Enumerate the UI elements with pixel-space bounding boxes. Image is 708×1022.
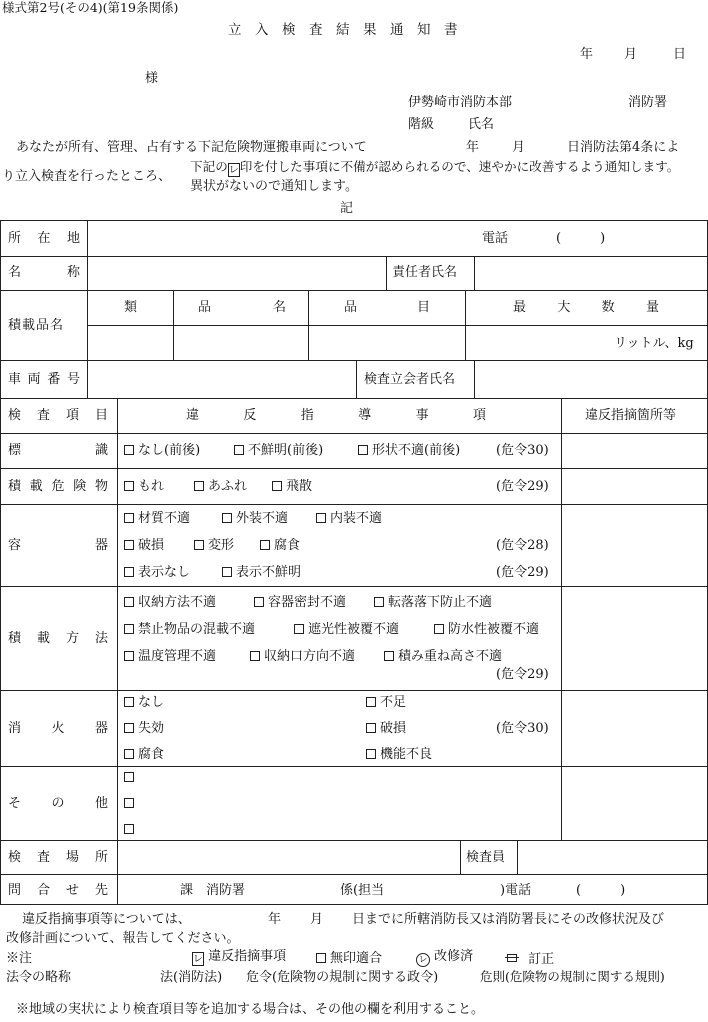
sign-reference: (危令30) (496, 443, 549, 458)
checkbox-icon (316, 513, 326, 523)
checkbox-icon (260, 540, 270, 550)
other-checkbox-1[interactable] (124, 771, 138, 784)
loading-checkbox-stack-height[interactable]: 積み重ね高さ不適 (384, 650, 502, 663)
report-request-text-2: 日までに所轄消防長又は消防署長にその改修状況及び (352, 912, 665, 927)
checkbox-icon (124, 723, 134, 733)
checkbox-icon (366, 749, 376, 759)
cargo-label: 積載品名 (8, 318, 65, 333)
sender-organization: 伊勢崎市消防本部 (408, 95, 513, 110)
checkbox-icon (254, 597, 264, 607)
report-month: 月 (310, 912, 324, 927)
other-checkbox-3[interactable] (124, 823, 138, 836)
form-number: 様式第2号(その4)(第19条関係) (2, 0, 179, 15)
checkbox-icon (434, 624, 444, 634)
checkbox-icon (124, 697, 134, 707)
location-label: 所 在 地 (8, 231, 80, 246)
contact-station: 消防署 (206, 883, 246, 898)
vehicle-number-label: 車 両 番 号 (8, 372, 80, 387)
container-checkbox-deform[interactable]: 変形 (194, 539, 234, 552)
cargo-checkbox-leak[interactable]: もれ (124, 480, 164, 493)
intro-year: 年 (466, 140, 480, 155)
report-request-text: 違反指摘事項等については、 (22, 912, 191, 927)
violation-header: 違 反 指 導 事 項 (186, 408, 486, 423)
report-request-text-3: 改修計画について、報告してください。 (6, 931, 240, 946)
date-month-label: 月 (624, 47, 638, 62)
abbreviation-rule: 危則(危険物の規制に関する規則) (480, 969, 665, 984)
container-checkbox-material[interactable]: 材質不適 (124, 512, 190, 525)
cargo-product-header: 品 名 (198, 300, 286, 315)
checkbox-icon (366, 697, 376, 707)
checkbox-icon (124, 772, 134, 782)
container-reference-28: (危令28) (496, 538, 549, 553)
loading-checkbox-direction[interactable]: 収納口方向不適 (250, 650, 355, 663)
checkbox-icon (194, 481, 204, 491)
loading-reference: (危令29) (496, 667, 549, 682)
vehicle-number-field[interactable] (93, 366, 351, 392)
ki-label: 記 (340, 201, 354, 216)
contact-label: 問 合 せ 先 (8, 883, 108, 898)
inspection-place-label: 検 査 場 所 (8, 850, 108, 865)
name-row-label: 名 称 (8, 265, 80, 280)
legend-corrected: 訂正 (506, 952, 554, 966)
container-reference-29: (危令29) (496, 565, 549, 580)
intro-option-no-issue: 異状がないので通知します。 (190, 179, 358, 194)
phone-label: 電話 (482, 231, 509, 246)
check-mark-icon: レ (193, 954, 203, 965)
violation-location-header: 違反指摘箇所等 (585, 408, 677, 423)
extinguisher-checkbox-malfunction[interactable]: 機能不良 (366, 748, 432, 761)
sign-checkbox-none[interactable]: なし(前後) (124, 444, 200, 457)
contact-section: 課 (180, 883, 194, 898)
rank-label: 階級 (408, 117, 435, 132)
loading-checkbox-fall[interactable]: 転落落下防止不適 (374, 596, 492, 609)
sign-checkbox-unclear[interactable]: 不鮮明(前後) (234, 444, 323, 457)
responsible-person-field[interactable] (480, 261, 702, 285)
loading-checkbox-temperature[interactable]: 温度管理不適 (124, 650, 216, 663)
intro-month: 月 (512, 140, 526, 155)
cargo-hazard-row-label: 積 載 危 険 物 (8, 479, 108, 494)
cargo-checkbox-scatter[interactable]: 飛散 (272, 480, 312, 493)
checkbox-icon (358, 445, 368, 455)
intro-line2: り立入検査を行ったところ、 (2, 169, 172, 184)
extinguisher-row-label: 消 火 器 (8, 721, 108, 736)
check-mark-icon: レ (228, 165, 239, 176)
checkbox-icon (124, 597, 134, 607)
checkbox-icon (316, 953, 326, 963)
circled-check-icon: レ (416, 953, 430, 967)
checkbox-icon (124, 540, 134, 550)
facility-name-field[interactable] (93, 261, 381, 285)
container-checkbox-corrosion[interactable]: 腐食 (260, 539, 300, 552)
date-day-label: 日 (673, 47, 687, 62)
contact-phone-label: )電話 (500, 883, 532, 898)
checkbox-icon (124, 624, 134, 634)
loading-checkbox-storage[interactable]: 収納方法不適 (124, 596, 216, 609)
checkbox-icon (124, 749, 134, 759)
checkbox-icon (124, 567, 134, 577)
other-row-label: そ の 他 (8, 796, 108, 811)
name-label: 氏名 (468, 117, 495, 132)
legend-repaired: レ 改修済 (416, 950, 473, 967)
loading-checkbox-shade[interactable]: 遮光性被覆不適 (294, 623, 399, 636)
extinguisher-checkbox-none[interactable]: なし (124, 696, 164, 709)
cargo-item-header: 品 目 (344, 300, 430, 315)
document-title: 立 入 検 査 結 果 通 知 書 (228, 22, 458, 38)
extinguisher-checkbox-damage[interactable]: 破損 (366, 722, 406, 735)
intro-option-deficiency (190, 161, 679, 177)
checkbox-icon (124, 445, 134, 455)
checkbox-icon (124, 824, 134, 834)
container-checkbox-unclear-label[interactable]: 表示不鮮明 (222, 566, 301, 579)
option-post-text: 印を付した事項に不備が認められるので、速やかに改善するよう通知します。 (239, 159, 680, 174)
checkbox-icon (384, 651, 394, 661)
container-row-label: 容 器 (8, 538, 108, 553)
cargo-hazard-reference: (危令29) (496, 479, 549, 494)
note-label: ※注 (6, 951, 33, 966)
loading-checkbox-mixed[interactable]: 禁止物品の混載不適 (124, 623, 255, 636)
sender-station-label: 消防署 (628, 95, 668, 110)
container-checkbox-damage[interactable]: 破損 (124, 539, 164, 552)
option-pre-text: 下記の (190, 159, 228, 174)
checkbox-icon (124, 481, 134, 491)
strikethrough-box-icon (506, 952, 518, 964)
checkbox-icon (124, 513, 134, 523)
checkbox-icon (250, 651, 260, 661)
legend-unmarked: 無印適合 (316, 952, 382, 965)
abbreviation-law: 法(消防法) (160, 970, 223, 985)
checkbox-icon (294, 624, 304, 634)
checkbox-icon (124, 651, 134, 661)
container-checkbox-exterior[interactable]: 外装不適 (222, 512, 288, 525)
extinguisher-checkbox-shortage[interactable]: 不足 (366, 696, 406, 709)
extinguisher-checkbox-corrosion[interactable]: 腐食 (124, 748, 164, 761)
witness-field[interactable] (480, 366, 702, 392)
phone-field[interactable]: ( ) (556, 231, 606, 246)
cargo-kind-header: 類 (124, 300, 138, 315)
checkbox-icon (222, 567, 232, 577)
inspector-field[interactable] (522, 845, 702, 869)
loading-checkbox-seal[interactable]: 容器密封不適 (254, 596, 346, 609)
sign-checkbox-shape[interactable]: 形状不適(前後) (358, 444, 460, 457)
quantity-unit: リットル、kg (614, 336, 694, 351)
sign-row-label: 標 識 (8, 443, 108, 458)
addressee-suffix: 様 (145, 71, 159, 86)
checkbox-icon (194, 540, 204, 550)
checkbox-icon (222, 513, 232, 523)
contact-phone-field[interactable]: ( ) (576, 883, 626, 898)
bottom-note: ※地域の実状により検査項目等を追加する場合は、その他の欄を利用すること。 (16, 1002, 485, 1017)
extinguisher-reference: (危令30) (496, 721, 549, 736)
inspection-place-field[interactable] (123, 845, 455, 869)
container-checkbox-no-label[interactable]: 表示なし (124, 566, 190, 579)
checkbox-icon (234, 445, 244, 455)
contact-officer: 係(担当 (340, 883, 385, 898)
loading-checkbox-waterproof[interactable]: 防水性被覆不適 (434, 623, 539, 636)
inspection-item-header: 検 査 項 目 (8, 408, 108, 423)
cargo-checkbox-overflow[interactable]: あふれ (194, 480, 247, 493)
inspector-label: 検査員 (466, 850, 506, 865)
other-checkbox-2[interactable] (124, 797, 138, 810)
cargo-max-qty-header: 最 大 数 量 (513, 300, 659, 315)
checkbox-icon (124, 798, 134, 808)
intro-line1: あなたが所有、管理、占有する下記危険物運搬車両について (16, 140, 367, 155)
container-checkbox-interior[interactable]: 内装不適 (316, 512, 382, 525)
legend-violation: レ 違反指摘事項 (193, 949, 287, 965)
loading-method-row-label: 積 載 方 法 (8, 631, 108, 646)
extinguisher-checkbox-expired[interactable]: 失効 (124, 722, 164, 735)
checkbox-icon (272, 481, 282, 491)
witness-label: 検査立会者氏名 (364, 372, 456, 387)
checkbox-icon (374, 597, 384, 607)
intro-line1-end: 日消防法第4条によ (567, 140, 680, 155)
date-year-label: 年 (580, 47, 594, 62)
responsible-person-label: 責任者氏名 (392, 265, 458, 280)
abbreviation-label: 法令の略称 (6, 970, 72, 985)
abbreviation-order: 危令(危険物の規制に関する政令) (246, 970, 439, 985)
report-year: 年 (268, 912, 282, 927)
checkbox-icon (366, 723, 376, 733)
location-field[interactable] (93, 226, 399, 252)
